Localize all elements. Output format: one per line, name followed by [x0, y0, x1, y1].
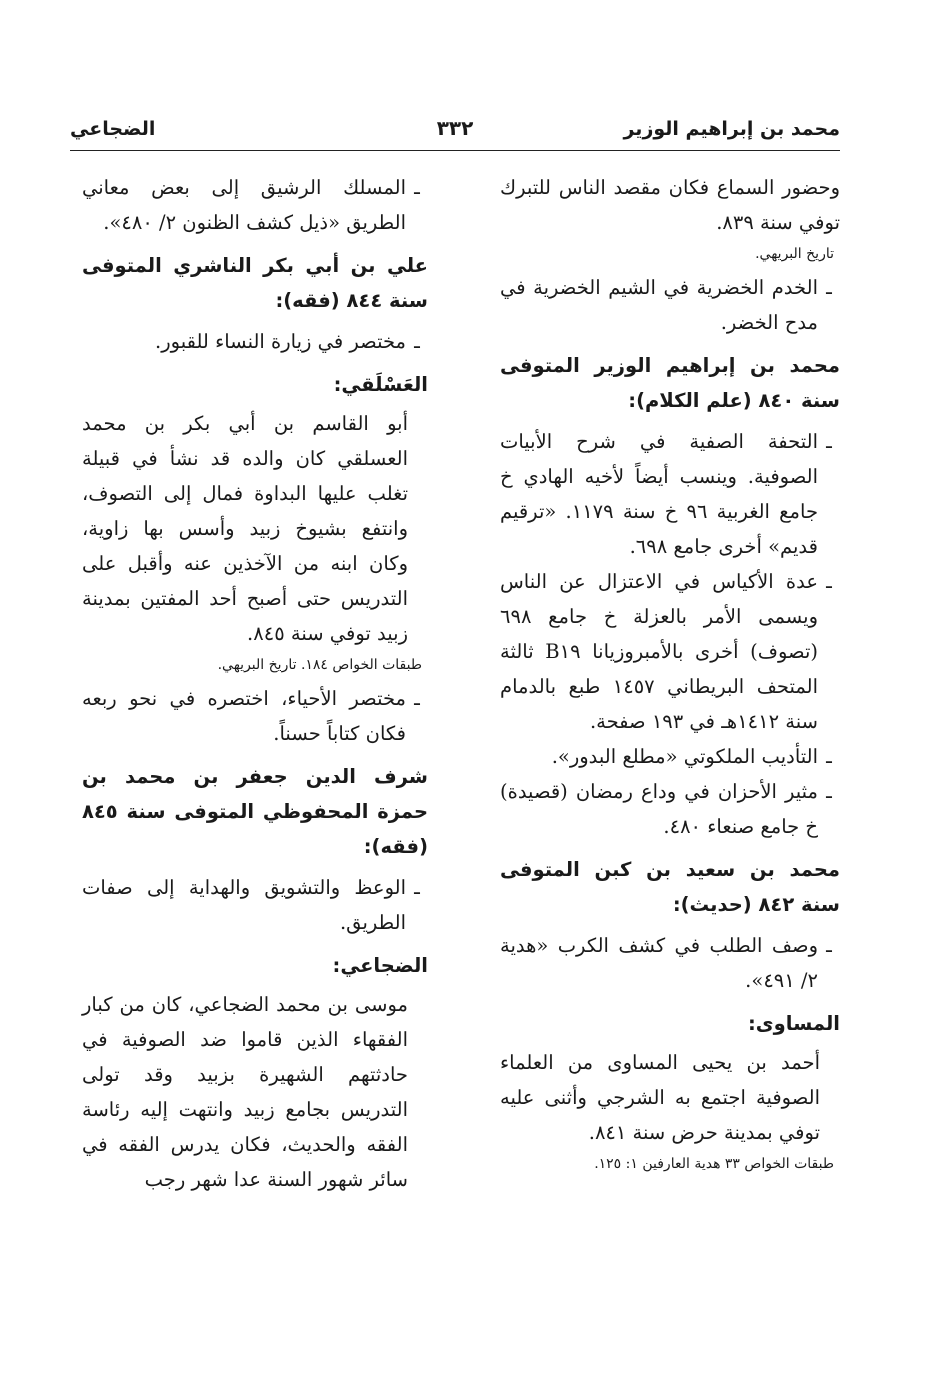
paragraph: موسى بن محمد الضجاعي، كان من كبار الفقهاء الذين قاموا ضد الصوفية في حادثتهم الشهيرة بزبيد وقد تولى التدريس بجامع زبيد وانتهت إليه رئاسة الفقه والحديث، فكان يدرس الفقه في سائر شهور السنة عدا شهر رجب: [82, 993, 408, 1191]
section-title: العَسْلَقي:: [333, 373, 428, 396]
paragraph: أحمد بن يحيى المساوى من العلماء الصوفية اجتمع به الشرجي وأثنى عليه توفي بمدينة حرض سنة ٨٤١.: [500, 1051, 820, 1144]
left-column: [82, 170, 428, 1197]
paragraph: أبو القاسم بن أبي بكر بن محمد العسلقي كان والده قد نشأ في قبيلة تغلب عليها البداوة فمال إلى التصوف، وانتفع بشيوخ زبيد وأسس بها زاوية، وكان ابنه من الآخذين عنه وأقبل على التدريس حتى أصبح أحد المفتين بمدينة زبيد توفي سنة ٨٤٥.: [82, 412, 408, 645]
list-item-text: التأديب الملكوتي «مطلع البدور».: [551, 745, 818, 768]
list-item-text: المسلك الرشيق إلى بعض معاني الطريق «ذيل كشف الظنون ٢/ ٤٨٠».: [82, 176, 406, 234]
header-section: الضجاعي: [70, 118, 156, 140]
bullet-dash: ـ: [414, 330, 420, 353]
right-column: [500, 170, 840, 1180]
list-item: [82, 324, 428, 359]
list-item-text: الوعظ والتشويق والهداية إلى صفات الطريق.: [82, 876, 406, 934]
bullet-dash: ـ: [826, 745, 832, 768]
header-author: محمد بن إبراهيم الوزير: [623, 118, 840, 140]
bullet-dash: ـ: [826, 934, 832, 957]
list-item: [500, 270, 840, 340]
bullet-dash: ـ: [414, 176, 420, 199]
list-item-text: مثير الأحزان في وداع رمضان (قصيدة) خ جامع صنعاء ٤٨٠.: [500, 780, 818, 838]
page-number: ٣٣٢: [436, 116, 474, 140]
list-item: [500, 424, 840, 564]
bullet-dash: ـ: [826, 276, 832, 299]
list-item: [500, 774, 840, 844]
entry-heading: شرف الدين جعفر بن محمد بن حمزة المحفوظي المتوفى سنة ٨٤٥ (فقه):: [82, 765, 428, 858]
list-item: [500, 739, 840, 774]
entry-heading: محمد بن إبراهيم الوزير المتوفى سنة ٨٤٠ (علم الكلام):: [500, 354, 840, 412]
list-item-text: الخدم الخضرية في الشيم الخضرية في مدح الخضر.: [500, 276, 818, 334]
list-item-text: التحفة الصفية في شرح الأبيات الصوفية. وينسب أيضاً لأخيه الهادي خ جامع الغربية ٩٦ خ سنة ١١٧٩. «ترقيم قديم» أخرى جامع ٦٩٨.: [500, 430, 818, 558]
entry-heading: علي بن أبي بكر الناشري المتوفى سنة ٨٤٤ (فقه):: [82, 254, 428, 312]
paragraph: وحضور السماع فكان مقصد الناس للتبرك توفي سنة ٨٣٩.: [500, 176, 840, 234]
running-header: [70, 112, 840, 152]
list-item-text: مختصر في زيارة النساء للقبور.: [155, 330, 406, 353]
source-note: طبقات الخواص ١٨٤. تاريخ البريهي.: [217, 657, 422, 673]
bullet-dash: ـ: [414, 876, 420, 899]
source-note: طبقات الخواص ٣٣ هدية العارفين ١: ١٢٥.: [594, 1156, 834, 1172]
bullet-dash: ـ: [414, 687, 420, 710]
list-item: [82, 870, 428, 940]
bullet-dash: ـ: [826, 430, 832, 453]
header-rule: [70, 150, 840, 151]
list-item-text: مختصر الأحياء، اختصره في نحو ربعه فكان كتاباً حسناً.: [82, 687, 406, 745]
bullet-dash: ـ: [826, 570, 832, 593]
list-item: [500, 928, 840, 998]
entry-heading: محمد بن سعيد بن كبن المتوفى سنة ٨٤٢ (حديث):: [500, 858, 840, 916]
source-note: تاريخ البريهي.: [755, 246, 834, 262]
list-item: [82, 170, 428, 240]
section-title: المساوى:: [747, 1012, 840, 1035]
list-item: [82, 681, 428, 751]
list-item: [500, 564, 840, 739]
list-item-text: وصف الطلب في كشف الكرب «هدية ٢/ ٤٩١».: [500, 934, 818, 992]
section-title: الضجاعي:: [332, 954, 428, 977]
bullet-dash: ـ: [826, 780, 832, 803]
list-item-text: عدة الأكياس في الاعتزال عن الناس ويسمى الأمر بالعزلة خ جامع ٦٩٨ (تصوف) أخرى بالأمبروزيانا B١٩ ثالثة المتحف البريطاني ١٤٥٧ طبع بالدمام سنة ١٤١٢هـ في ١٩٣ صفحة.: [500, 570, 818, 733]
